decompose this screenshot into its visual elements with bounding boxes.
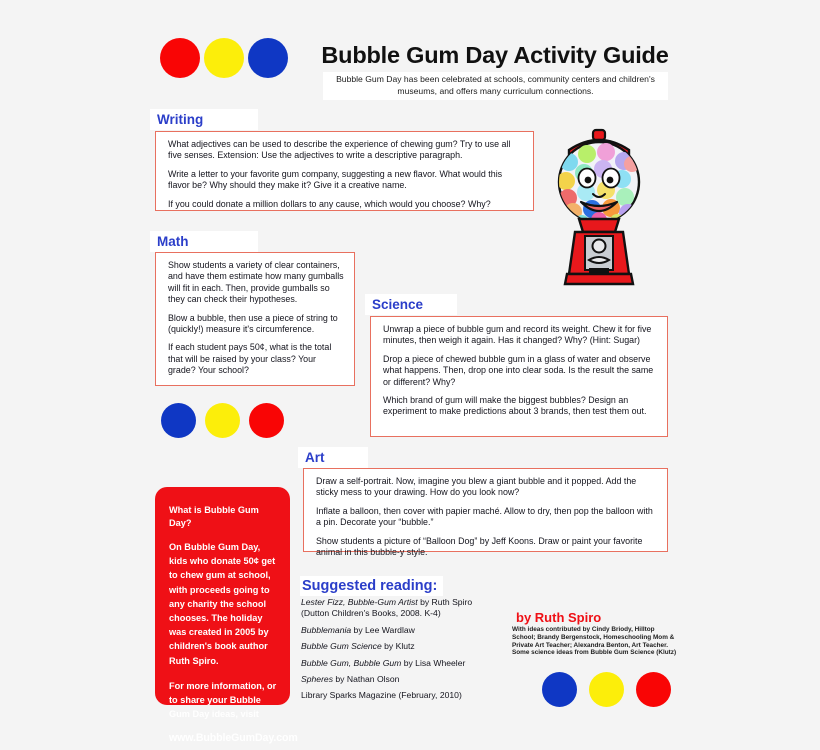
author-credits: With ideas contributed by Cindy Briody, Hilltop School; Brandy Bergenstock, Homeschooling Mom & Private Art Teacher; Alexandra Benton, Art Teacher. Some science ideas from Bubble Gum Science (Klutz)	[512, 626, 677, 657]
suggested-reading-list	[301, 597, 491, 702]
section-heading-writing: Writing	[150, 109, 258, 130]
book-title: Bubblemania	[301, 624, 352, 635]
section-heading-science: Science	[365, 294, 457, 315]
writing-item-1: What adjectives can be used to describe the experience of chewing gum? Try to use all five senses. Extension: Use the adjectives to write a descriptive paragraph.	[168, 139, 511, 161]
bottom-dot-yellow-icon	[589, 672, 624, 707]
top-dot-red-icon	[160, 38, 200, 78]
info-card-bubble-gum-day	[155, 487, 298, 745]
art-item-2: Inflate a balloon, then cover with papier maché. Allow to dry, then pop the balloon with a pin. Decorate your “bubble.”	[316, 505, 653, 528]
art-item-1: Draw a self-portrait. Now, imagine you blew a giant bubble and it popped. Add the sticky mess to your drawing. How do you look now?	[316, 476, 637, 498]
science-item-1: Unwrap a piece of bubble gum and record its weight. Chew it for five minutes, then weigh it again. Has it changed? Why? (Hint: Sugar)	[383, 324, 652, 346]
top-dot-yellow-icon	[204, 38, 244, 78]
list-item	[301, 690, 491, 701]
section-heading-math: Math	[150, 231, 258, 252]
list-item	[301, 674, 491, 685]
info-card-url[interactable]: www.BubbleGumDay.com	[169, 732, 298, 745]
book-meta: Library Sparks Magazine (February, 2010)	[301, 690, 462, 701]
top-dot-blue-icon	[248, 38, 288, 78]
gumball-machine-icon	[553, 124, 645, 292]
writing-item-3: If you could donate a million dollars to any cause, which would you choose? Why?	[168, 198, 491, 209]
author-name: by Ruth Spiro	[516, 610, 602, 625]
art-item-3: Show students a picture of “Balloon Dog” by Jeff Koons. Draw or paint your favorite animal in this bubble-y style.	[316, 535, 643, 558]
middle-dot-yellow-icon	[205, 403, 240, 438]
section-box-science	[370, 316, 668, 437]
section-heading-suggested-reading: Suggested reading:	[300, 576, 443, 596]
section-box-writing	[155, 131, 534, 211]
list-item	[301, 641, 491, 652]
list-item	[301, 597, 491, 620]
book-meta: by Lisa Wheeler	[401, 657, 466, 668]
list-item	[301, 658, 491, 669]
book-meta: by Lee Wardlaw	[351, 624, 415, 635]
page-subtitle: Bubble Gum Day has been celebrated at schools, community centers and children's museums, and offers many curriculum connections.	[323, 72, 668, 100]
info-card-body2: For more information, or to share your Bubble Gum Day ideas, visit	[169, 680, 277, 720]
page-title: Bubble Gum Day Activity Guide	[321, 42, 669, 68]
book-title: Bubble Gum, Bubble Gum	[301, 657, 402, 668]
math-item-3: If each student pays 50¢, what is the total that will be raised by your class? Your grade? Your school?	[168, 342, 332, 376]
section-box-math	[155, 252, 355, 386]
book-title: Lester Fizz, Bubble-Gum Artist	[301, 597, 418, 607]
science-item-2: Drop a piece of chewed bubble gum in a glass of water and observe what happens. Then, drop one into clear soda. Is the result the same or different? Why?	[383, 353, 654, 387]
middle-dot-blue-icon	[161, 403, 196, 438]
info-card-title: What is Bubble Gum Day?	[169, 505, 259, 528]
book-meta: by Nathan Olson	[333, 674, 400, 685]
book-meta: by Klutz	[381, 641, 415, 652]
bottom-dot-blue-icon	[542, 672, 577, 707]
book-title: Spheres	[301, 674, 334, 685]
list-item	[301, 625, 491, 636]
info-card-body: On Bubble Gum Day, kids who donate 50¢ get to chew gum at school, with proceeds going to any charity the school chooses. The holiday was created in 2005 by children's book author Ruth Spiro.	[169, 542, 276, 666]
middle-dot-red-icon	[249, 403, 284, 438]
section-box-art	[303, 468, 668, 558]
science-item-3: Which brand of gum will make the biggest bubbles? Design an experiment to make predictions about 3 brands, then test them out.	[383, 395, 647, 417]
bottom-dot-red-icon	[636, 672, 671, 707]
book-meta: by Ruth Spiro (Dutton Children's Books, 2008. K-4)	[301, 597, 473, 619]
section-heading-art: Art	[298, 447, 368, 468]
math-item-1: Show students a variety of clear containers, and have them estimate how many gumballs will fit in each. Then, provide gumballs so they can check their hypotheses.	[168, 260, 344, 305]
writing-item-2: Write a letter to your favorite gum company, suggesting a new flavor. What would this flavor be? Why should they make it? Give it a creative name.	[168, 168, 503, 191]
math-item-2: Blow a bubble, then use a piece of string to (quickly!) measure it's circumference.	[168, 312, 338, 335]
book-title: Bubble Gum Science	[301, 641, 382, 652]
